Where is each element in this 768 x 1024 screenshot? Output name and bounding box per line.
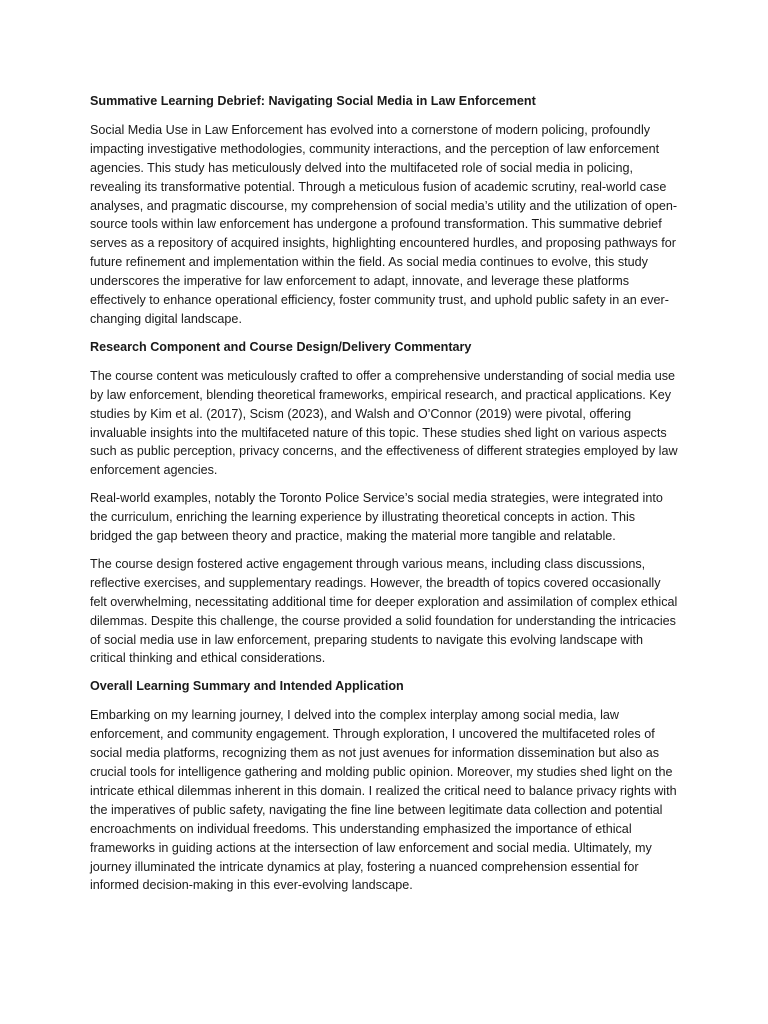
section-heading-summary: Overall Learning Summary and Intended Application (90, 679, 404, 694)
summary-paragraph-1: Embarking on my learning journey, I delved into the complex interplay among social media, law enforcement, and community engagement. Through exploration, I uncovered the multifaceted roles of social media platforms, recognizing them as not just avenues for information dissemination but also as crucial tools for intelligence gathering and molding public opinion. Moreover, my studies shed light on the intricate ethical dilemmas inherent in this domain. I realized the critical need to balance privacy rights with the imperatives of public safety, navigating the fine line between legitimate data collection and potential encroachments on individual freedoms. This understanding emphasized the importance of ethical frameworks in guiding actions at the intersection of law enforcement and social media. Ultimately, my journey illuminated the intricate dynamics at play, fostering a nuanced comprehension essential for informed decision-making in this ever-evolving landscape. (90, 708, 677, 893)
research-paragraph-2: Real-world examples, notably the Toronto Police Service’s social media strategies, were integrated into the curriculum, enriching the learning experience by illustrating theoretical concepts in action. This bridged the gap between theory and practice, making the material more tangible and relatable. (90, 491, 663, 544)
document-title: Summative Learning Debrief: Navigating Social Media in Law Enforcement (90, 94, 536, 108)
section-heading-research: Research Component and Course Design/Delivery Commentary (90, 339, 472, 354)
document-page (90, 92, 680, 904)
intro-paragraph: Social Media Use in Law Enforcement has evolved into a cornerstone of modern policing, profoundly impacting investigative methodologies, community interactions, and the perception of law enforcement agencies. This study has meticulously delved into the multifaceted role of social media in policing, revealing its transformative potential. Through a meticulous fusion of academic scrutiny, real-world case analyses, and pragmatic discourse, my comprehension of social media’s utility and the utilization of open-source tools within law enforcement has undergone a profound transformation. This summative debrief serves as a repository of acquired insights, highlighting encountered hurdles, and proposing pathways for future refinement and implementation within the field. As social media continues to evolve, this study underscores the imperative for law enforcement to adapt, innovate, and leverage these platforms effectively to enhance operational efficiency, foster community trust, and uphold public safety in an ever-changing digital landscape. (90, 122, 678, 326)
research-paragraph-3: The course design fostered active engagement through various means, including class discussions, reflective exercises, and supplementary readings. However, the breadth of topics covered occasionally felt overwhelming, necessitating additional time for deeper exploration and assimilation of complex ethical dilemmas. Despite this challenge, the course provided a solid foundation for understanding the intricacies of social media use in law enforcement, preparing students to navigate this evolving landscape with critical thinking and ethical considerations. (90, 556, 678, 666)
research-paragraph-1: The course content was meticulously crafted to offer a comprehensive understanding of social media use by law enforcement, blending theoretical frameworks, empirical research, and practical applications. Key studies by Kim et al. (2017), Scism (2023), and Walsh and O’Connor (2019) were pivotal, offering invaluable insights into the multifaceted nature of this topic. These studies shed light on various aspects such as public perception, privacy concerns, and the effectiveness of different strategies employed by law enforcement agencies. (90, 368, 678, 478)
